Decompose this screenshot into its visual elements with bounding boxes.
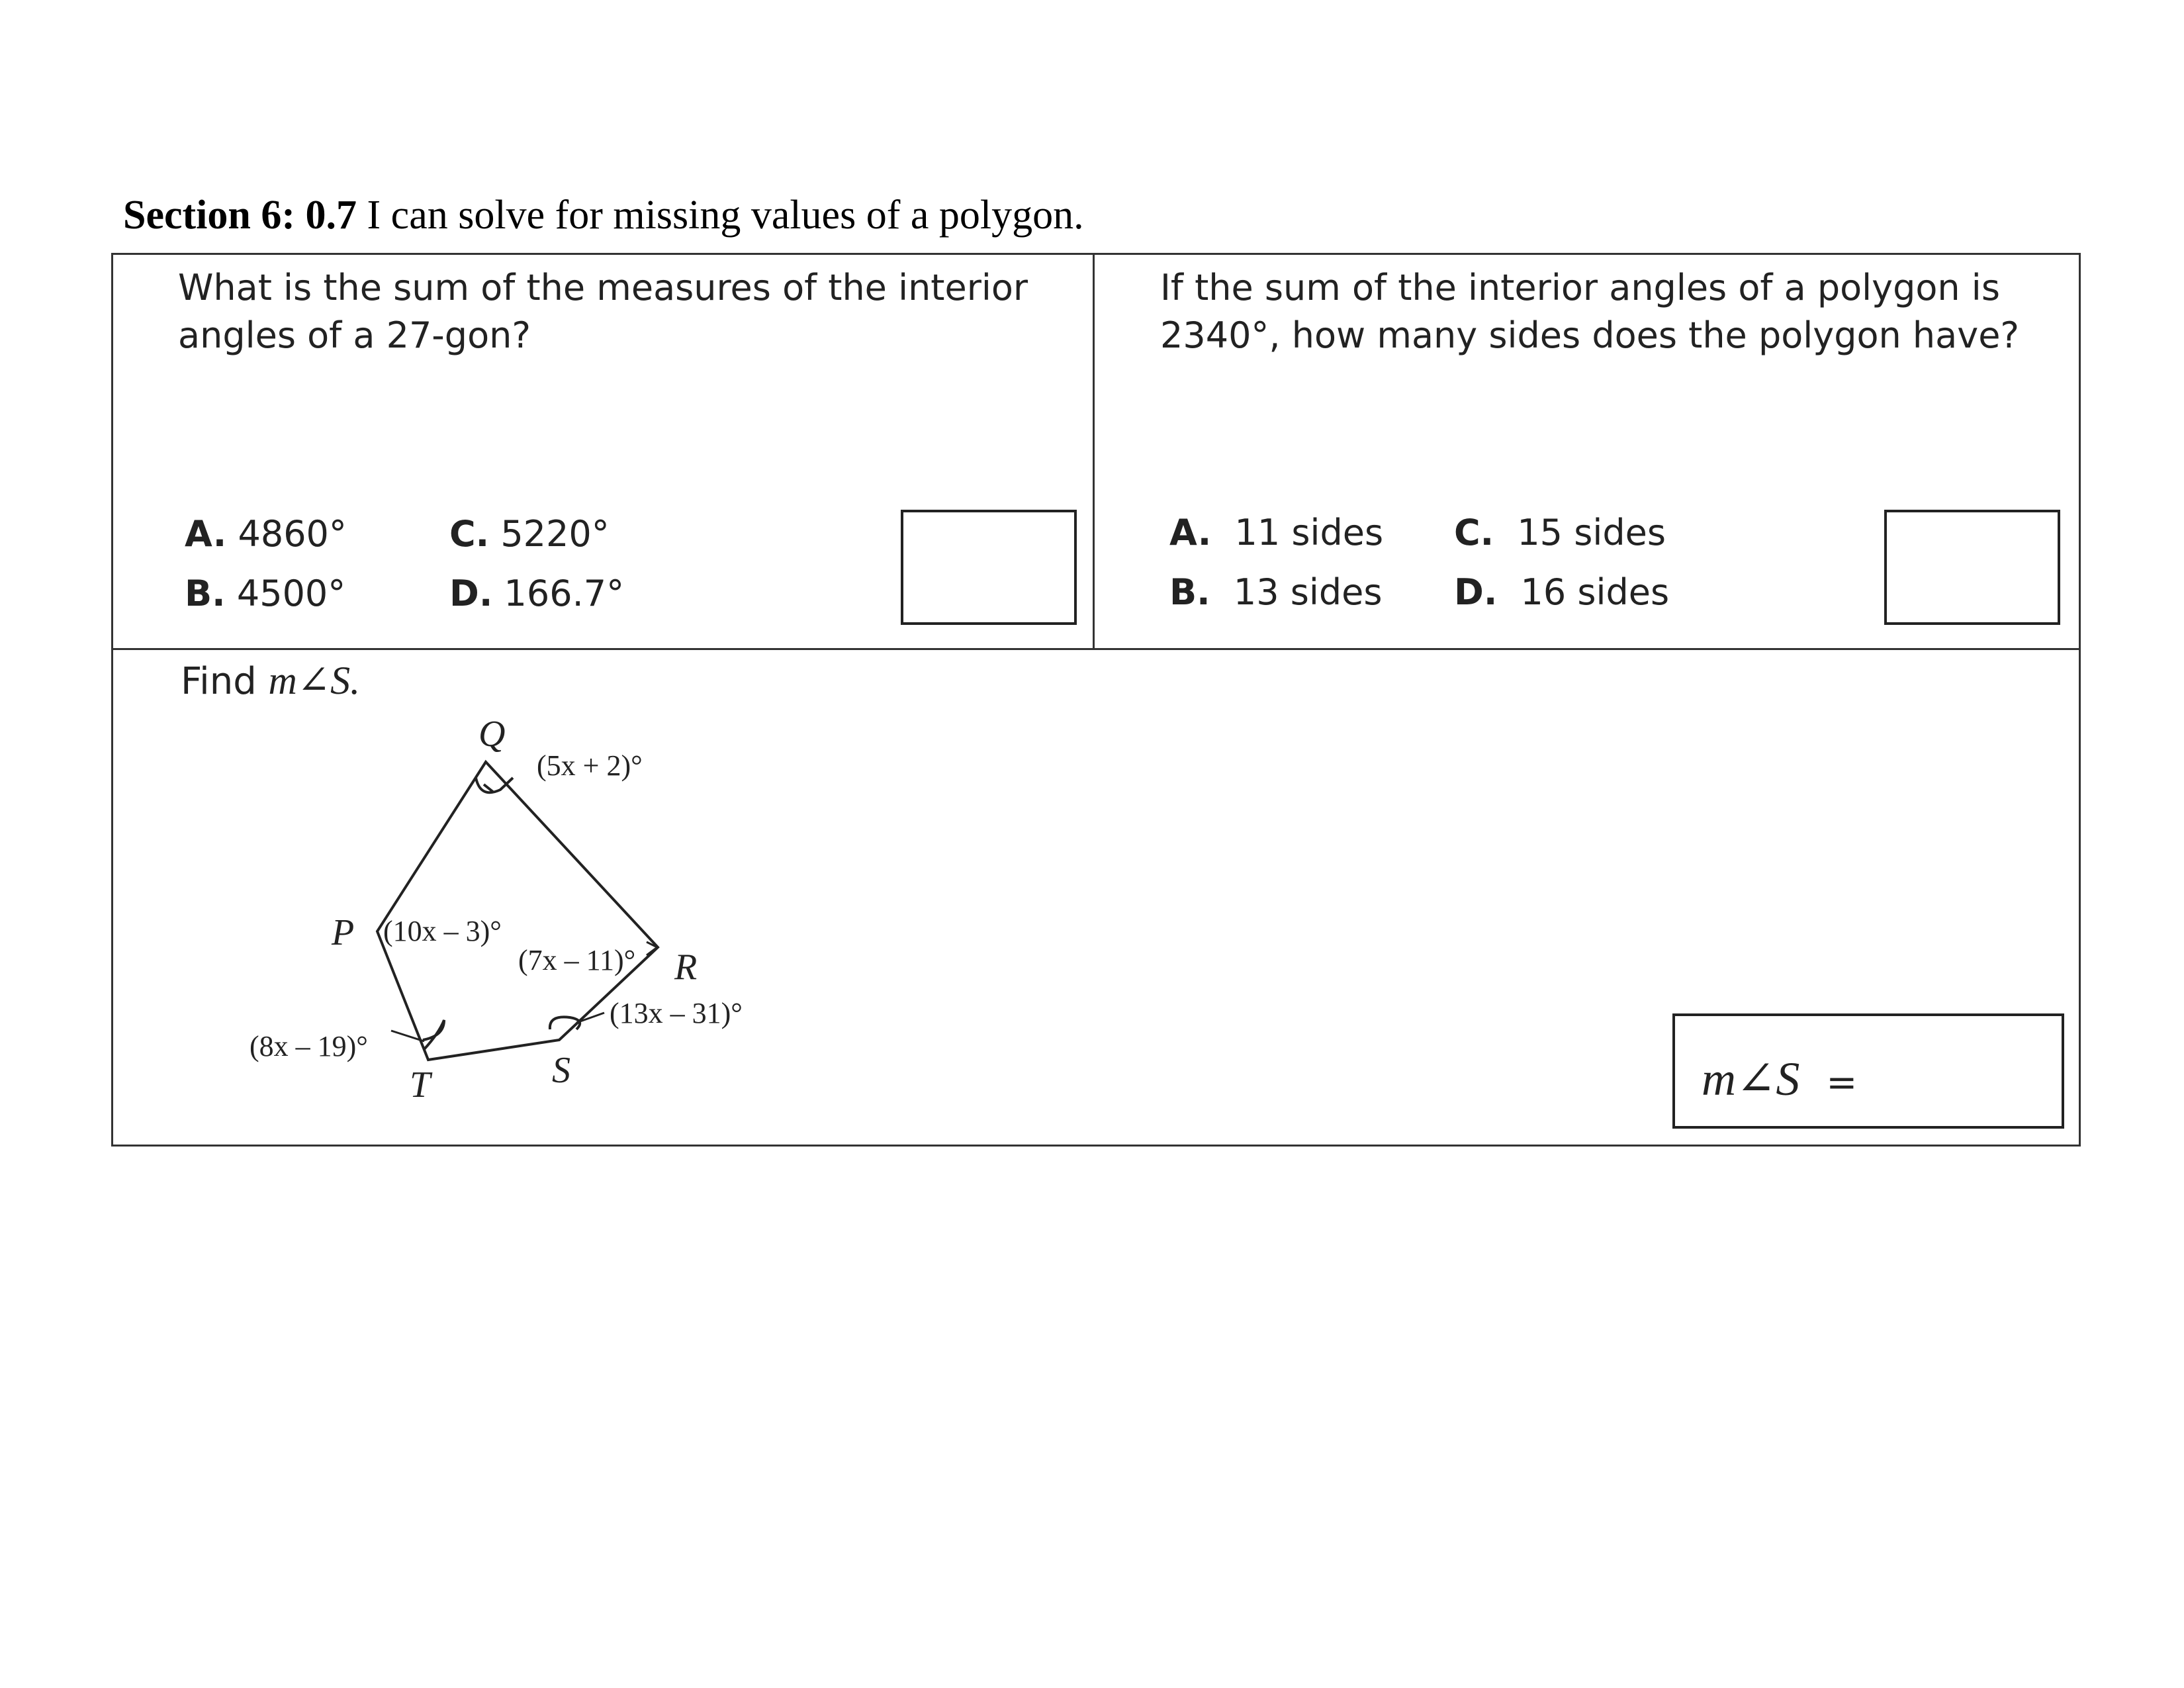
choice-value: 4860°	[238, 513, 347, 555]
find-word: Find	[181, 660, 257, 703]
q3-answer-box[interactable]	[1672, 1013, 2064, 1129]
angle-label-t: (8x – 19)°	[250, 1030, 368, 1062]
equals-sign: =	[1826, 1061, 1858, 1104]
choice-value: 16 sides	[1520, 571, 1670, 613]
angle-label-s: (13x – 31)°	[610, 997, 743, 1029]
choice-letter: D.	[449, 573, 493, 614]
choice-value: 166.7°	[504, 573, 625, 614]
choice-letter: B.	[1169, 571, 1210, 613]
vertex-label-p: P	[332, 912, 355, 953]
choice-letter: D.	[1454, 571, 1498, 613]
answer-box-label	[1702, 1051, 1857, 1107]
answer-angle-name: m∠S	[1702, 1053, 1800, 1105]
choice-letter: A.	[1169, 512, 1212, 553]
choice-letter: B.	[185, 573, 226, 614]
choice-letter: C.	[1454, 512, 1494, 553]
choice-value: 4500°	[236, 573, 346, 614]
angle-label-q: (5x + 2)°	[537, 749, 643, 782]
choice-letter: A.	[185, 513, 227, 555]
angle-label-r: (7x – 11)°	[518, 944, 636, 976]
worksheet-table	[111, 253, 2081, 1147]
choice-value: 11 sides	[1234, 512, 1384, 553]
vertex-label-s: S	[552, 1050, 570, 1091]
vertex-label-t: T	[410, 1064, 431, 1105]
section-heading	[123, 192, 1084, 239]
section-number: Section 6: 0.7	[123, 193, 357, 238]
vertex-label-r: R	[674, 947, 698, 988]
question-1-text: What is the sum of the measures of the interior angles of a 27-gon?	[178, 267, 1028, 356]
choice-letter: C.	[449, 513, 490, 555]
choice-value: 5220°	[500, 513, 610, 555]
learning-target: I can solve for missing values of a polygon.	[357, 193, 1084, 238]
angle-s-expression: m∠S.	[268, 659, 361, 702]
choice-value: 15 sides	[1517, 512, 1666, 553]
question-2-text: If the sum of the interior angles of a polygon is 2340°, how many sides does the polygon have?	[1160, 267, 2020, 356]
angle-marker-t	[423, 1020, 444, 1049]
angle-label-p: (10x – 3)°	[383, 915, 502, 947]
choice-value: 13 sides	[1233, 571, 1383, 613]
pointer-s	[576, 1013, 604, 1023]
vertex-label-q: Q	[478, 714, 506, 755]
